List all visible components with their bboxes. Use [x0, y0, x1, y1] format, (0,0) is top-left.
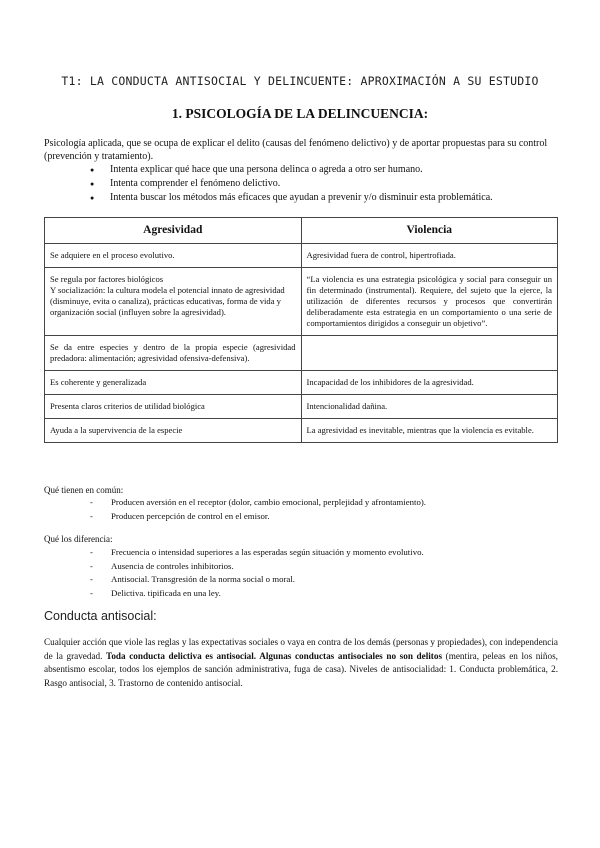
differences-label: Qué los diferencia:	[44, 534, 113, 544]
document-title: T1: LA CONDUCTA ANTISOCIAL Y DELINCUENTE: APROXIMACIÓN A SU ESTUDIO	[61, 74, 539, 88]
table-row	[45, 244, 558, 268]
list-item: - Producen aversión en el receptor (dolor, cambio emocional, perplejidad y afrontamiento).	[90, 496, 426, 510]
section-heading: 1. PSICOLOGÍA DE LA DELINCUENCIA:	[171, 106, 429, 121]
table-cell: Presenta claros criterios de utilidad biológica	[45, 395, 302, 419]
antisocial-text: Cualquier acción que viole las reglas y las expectativas sociales o vaya en contra de los demás (personas y propiedades), con independencia de la gravedad.	[44, 637, 558, 661]
table-cell: Ayuda a la supervivencia de la especie	[45, 419, 302, 443]
objectives-list	[90, 163, 560, 205]
antisocial-paragraph	[44, 636, 558, 690]
intro-paragraph: Psicología aplicada, que se ocupa de explicar el delito (causas del fenómeno delictivo) y de aportar propuestas para su control (prevención y tratamiento).	[44, 138, 548, 162]
comparison-table	[44, 217, 558, 443]
table-header-row	[45, 218, 558, 244]
table-cell: La agresividad es inevitable, mientras que la violencia es evitable.	[301, 419, 558, 443]
antisocial-text-end: (mentira, peleas en los niños, absentismo escolar, todos los ejemplos de sanción administrativa, fuga de casa). Niveles de antisocialidad: 1. Conducta problemática, 2. Rasgo antisocial, 3. Trastorno de contenido antisocial.	[44, 650, 558, 688]
antisocial-heading: Conducta antisocial:	[44, 609, 157, 623]
table-cell: “La violencia es una estrategia psicológica y social para conseguir un fin determinado (instrumental). Requiere, del sujeto que la ejerce, la utilización de diferentes recursos y procesos que convertirán deliberadamente esta estrategia en un comportamiento o una serie de comportamientos dirigidos a conseguir un objetivo”.	[301, 268, 558, 336]
table-cell: Se da entre especies y dentro de la propia especie (agresividad predadora: alimentación; agresividad ofensiva-defensiva).	[45, 336, 302, 371]
table-cell: Se regula por factores biológicos Y socialización: la cultura modela el potencial innato de agresividad (disminuye, evita o canaliza), prácticas educativas, forma de vida y organización social (influyen sobre la agresividad).	[45, 268, 302, 336]
list-item: ● Intenta explicar qué hace que una persona delinca o agreda a otro ser humano.	[90, 163, 560, 177]
table-cell: Es coherente y generalizada	[45, 371, 302, 395]
table-row	[45, 371, 558, 395]
table-cell: Intencionalidad dañina.	[301, 395, 558, 419]
table-row	[45, 395, 558, 419]
list-item: - Producen percepción de control en el emisor.	[90, 510, 426, 524]
header-violencia: Violencia	[301, 218, 558, 244]
list-item: ● Intenta comprender el fenómeno delictivo.	[90, 177, 560, 191]
list-item: - Antisocial. Transgresión de la norma social o moral.	[90, 573, 424, 587]
header-agresividad: Agresividad	[45, 218, 302, 244]
list-item: - Ausencia de controles inhibitorios.	[90, 560, 424, 574]
table-cell: Incapacidad de los inhibidores de la agresividad.	[301, 371, 558, 395]
list-item: ● Intenta buscar los métodos más eficaces que ayudan a prevenir y/o disminuir esta problemática.	[90, 191, 560, 205]
table-cell: Agresividad fuera de control, hipertrofiada.	[301, 244, 558, 268]
differences-list	[90, 546, 424, 600]
table-cell: Se adquiere en el proceso evolutivo.	[45, 244, 302, 268]
table-row	[45, 419, 558, 443]
common-label: Qué tienen en común:	[44, 485, 124, 495]
list-item: - Frecuencia o intensidad superiores a las esperadas según situación y momento evolutivo.	[90, 546, 424, 560]
table-row	[45, 268, 558, 336]
list-item: - Delictiva. tipificada en una ley.	[90, 587, 424, 601]
table-row	[45, 336, 558, 371]
common-list	[90, 496, 426, 523]
antisocial-bold-text: Toda conducta delictiva es antisocial. Algunas conductas antisociales no son delitos	[106, 650, 443, 661]
table-cell	[301, 336, 558, 371]
